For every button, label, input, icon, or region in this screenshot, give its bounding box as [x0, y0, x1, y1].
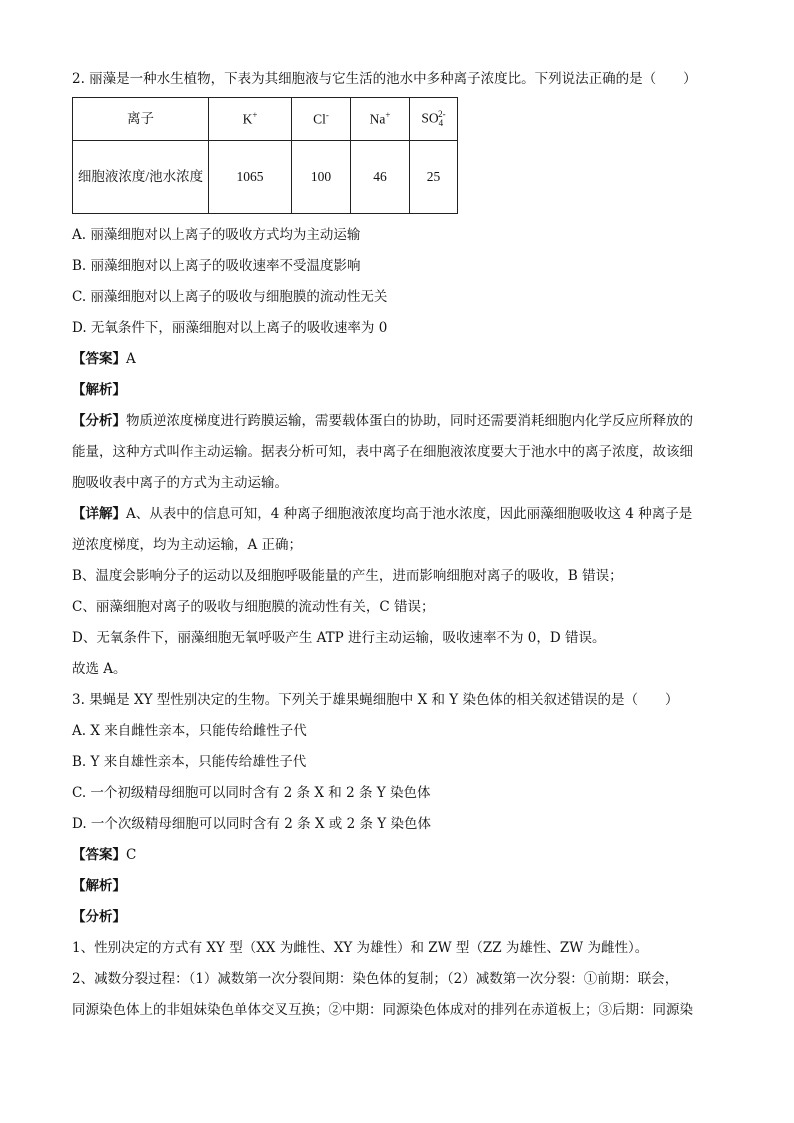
ion-concentration-table — [72, 97, 458, 214]
q2-option-c: C. 丽藻细胞对以上离子的吸收与细胞膜的流动性无关 — [72, 289, 388, 305]
q2-conclusion: 故选 A。 — [72, 661, 127, 677]
q2-fenxi-line: 【分析】物质逆浓度梯度进行跨膜运输，需要载体蛋白的协助，同时还需要消耗细胞内化学反应所释放的 — [72, 413, 693, 429]
q3-analysis-heading: 【解析】 — [72, 878, 126, 894]
table-cell: 100 — [292, 141, 351, 214]
table-row-label: 细胞液浓度/池水浓度 — [73, 141, 209, 214]
q2-analysis-heading: 【解析】 — [72, 382, 126, 398]
document-page — [72, 64, 722, 1026]
q2-fenxi-line: 胞吸收表中离子的方式为主动运输。 — [72, 475, 288, 491]
q2-xiangjie-line: 【详解】A、从表中的信息可知，4 种离子细胞液浓度均高于池水浓度，因此丽藻细胞吸收这 4 种离子是 — [72, 506, 693, 522]
table-header-k: K+ — [209, 98, 292, 141]
table-cell: 1065 — [209, 141, 292, 214]
q2-option-a: A. 丽藻细胞对以上离子的吸收方式均为主动运输 — [72, 227, 361, 243]
table-row — [73, 141, 458, 214]
q3-stem: 3. 果蝇是 XY 型性别决定的生物。下列关于雄果蝇细胞中 X 和 Y 染色体的相关叙述错误的是（ ） — [72, 692, 679, 708]
q3-answer: 【答案】C — [72, 847, 137, 863]
q2-fenxi-line: 能量，这种方式叫作主动运输。据表分析可知，表中离子在细胞液浓度要大于池水中的离子浓度，故该细 — [72, 444, 693, 460]
table-cell: 46 — [351, 141, 410, 214]
q3-fenxi-heading: 【分析】 — [72, 909, 126, 925]
q2-option-d: D. 无氧条件下，丽藻细胞对以上离子的吸收速率为 0 — [72, 320, 388, 336]
q2-xiangjie-line: 逆浓度梯度，均为主动运输，A 正确； — [72, 537, 303, 553]
q3-option-d: D. 一个次级精母细胞可以同时含有 2 条 X 或 2 条 Y 染色体 — [72, 816, 431, 832]
table-header-na: Na+ — [351, 98, 410, 141]
table-header-cl: Cl- — [292, 98, 351, 141]
q2-xiangjie-line: B、温度会影响分子的运动以及细胞呼吸能量的产生，进而影响细胞对离子的吸收，B 错误； — [72, 568, 623, 584]
q2-option-b: B. 丽藻细胞对以上离子的吸收速率不受温度影响 — [72, 258, 361, 274]
table-header-label: 离子 — [73, 98, 209, 141]
table-header-row — [73, 98, 458, 141]
q2-answer: 【答案】A — [72, 351, 136, 367]
q3-option-a: A. X 来自雌性亲本，只能传给雌性子代 — [72, 723, 307, 739]
q2-stem: 2. 丽藻是一种水生植物，下表为其细胞液与它生活的池水中多种离子浓度比。下列说法正确的是（ ） — [72, 71, 697, 87]
q2-xiangjie-line: D、无氧条件下，丽藻细胞无氧呼吸产生 ATP 进行主动运输，吸收速率不为 0，D 错误。 — [72, 630, 606, 646]
q2-xiangjie-line: C、丽藻细胞对离子的吸收与细胞膜的流动性有关，C 错误； — [72, 599, 435, 615]
q3-option-b: B. Y 来自雄性亲本，只能传给雄性子代 — [72, 754, 307, 770]
table-header-so4: $SO_4^{2-}$ — [410, 98, 458, 141]
q3-fenxi-line: 同源染色体上的非姐妹染色单体交叉互换；②中期：同源染色体成对的排列在赤道板上；③后期：同源染 — [72, 1002, 693, 1018]
q3-option-c: C. 一个初级精母细胞可以同时含有 2 条 X 和 2 条 Y 染色体 — [72, 785, 431, 801]
table-cell: 25 — [410, 141, 458, 214]
q3-fenxi-line: 2、减数分裂过程：（1）减数第一次分裂间期：染色体的复制；（2）减数第一次分裂：①前期：联会， — [72, 971, 679, 987]
q3-fenxi-line: 1、性别决定的方式有 XY 型（XX 为雌性、XY 为雄性）和 ZW 型（ZZ 为雄性、ZW 为雌性）。 — [72, 940, 649, 956]
